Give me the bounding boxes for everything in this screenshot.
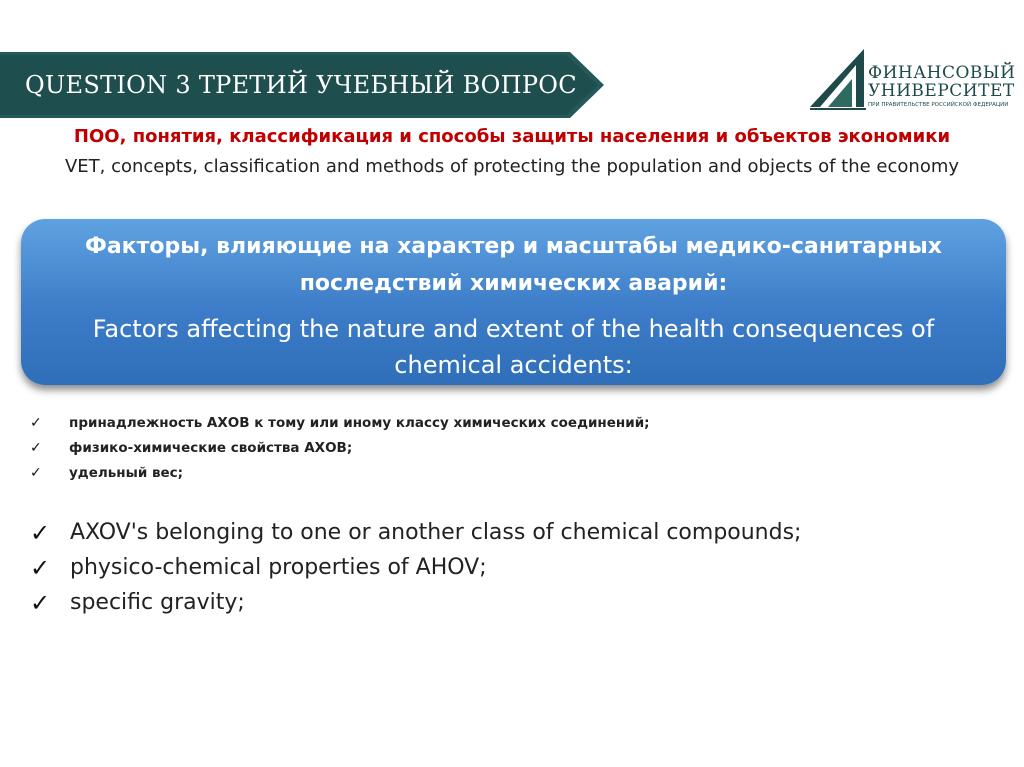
factors-heading-russian: Факторы, влияющие на характер и масштабы медико-санитарных последствий химических аварий: [85,234,942,296]
list-item [30,550,1010,585]
factors-heading-box [21,219,1006,385]
checkmark-icon: ✓ [30,414,42,431]
factors-heading-english: Factors affecting the nature and extent of the health consequences of chemical accidents: [92,315,935,379]
checkmark-icon: ✓ [30,518,51,547]
list-item-text: физико-химические свойства АХОВ; [69,439,353,456]
logo-text-line2: УНИВЕРСИТЕТ [868,81,1015,101]
page-title: QUESTION 3 ТРЕТИЙ УЧЕБНЫЙ ВОПРОС [25,71,577,99]
checkmark-icon: ✓ [30,588,51,617]
list-item-text: specific gravity; [70,590,245,615]
logo-emblem-icon [806,45,868,115]
list-item-text: удельный вес; [69,464,184,481]
logo-text-line1: ФИНАНСОВЫЙ [868,63,1016,83]
checkmark-icon: ✓ [30,553,51,582]
list-item [30,410,930,435]
list-item-text: physico-chemical properties of AHOV; [70,555,487,580]
university-logo [806,45,1016,115]
factors-list-russian [30,410,930,485]
checkmark-icon: ✓ [30,439,42,456]
list-item [30,435,930,460]
list-item [30,515,1010,550]
list-item-text: принадлежность АХОВ к тому или иному классу химических соединений; [69,414,650,431]
list-item-text: AXOV's belonging to one or another class of chemical compounds; [70,520,802,545]
list-item [30,585,1010,620]
subtitle-russian: ПОО, понятия, классификация и способы защиты населения и объектов экономики [73,126,951,147]
list-item [30,460,930,485]
checkmark-icon: ✓ [30,464,42,481]
factors-list-english [30,515,1010,620]
subtitle-english: VET, concepts, classification and methods of protecting the population and objects of the economy [64,156,960,177]
logo-text-line3: ПРИ ПРАВИТЕЛЬСТВЕ РОССИЙСКОЙ ФЕДЕРАЦИИ [868,102,1009,108]
header-banner [0,52,604,118]
